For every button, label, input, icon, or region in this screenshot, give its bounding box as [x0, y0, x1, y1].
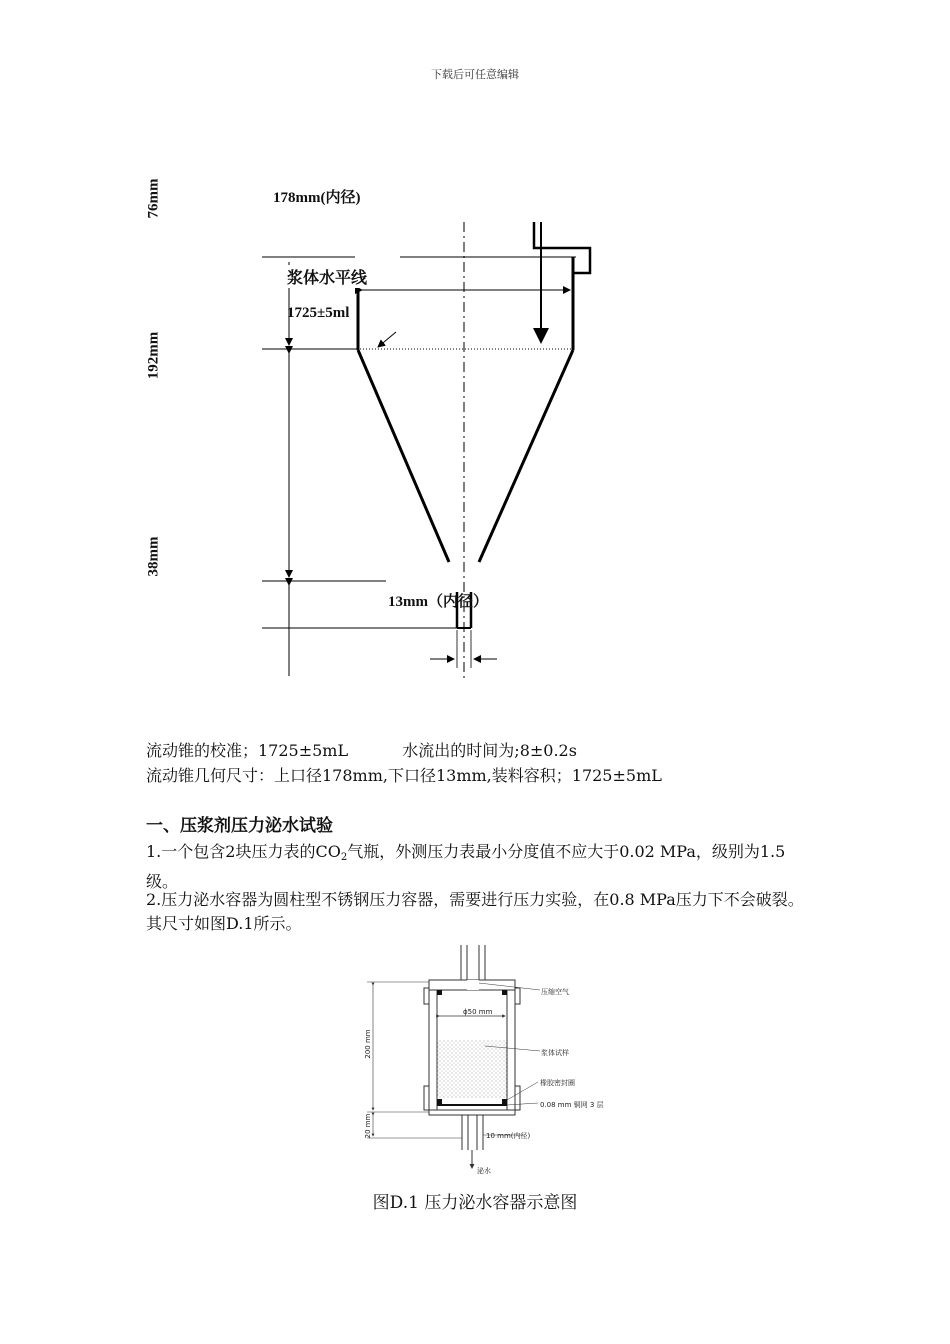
vessel-label-outlet: 10 mm(内径) [486, 1132, 531, 1140]
top-diameter-label: 178mm(内径) [273, 190, 361, 206]
volume-label: 1725±5ml [287, 305, 350, 321]
calibration-line-2: 流动锥几何尺寸：上口径178mm,下口径13mm,装料容积；1725±5mL [146, 766, 662, 785]
vessel-dim-height: 200 mm [364, 1029, 372, 1059]
item1-subscript: 2 [340, 852, 348, 863]
section-item-1 [146, 840, 806, 894]
level-pointer-arrow [378, 332, 396, 347]
cone-left-slope [358, 350, 449, 562]
figure-caption: 图D.1 压力泌水容器示意图 [372, 1193, 578, 1213]
vessel-dim-bottom: 20 mm [364, 1113, 372, 1139]
section-heading: 一、压浆剂压力泌水试验 [146, 816, 333, 836]
item1-text-a: 1.一个包含2块压力表的CO [146, 842, 341, 861]
dim-label-76mm: 76mm [145, 178, 162, 219]
vessel-label-sample: 浆体试样 [541, 1049, 569, 1057]
calibration-time: 水流出的时间为;8±0.2s [402, 741, 577, 760]
vessel-label-mesh: 0.08 mm 铜网 3 层 [540, 1101, 604, 1109]
slurry-level-label: 浆体水平线 [287, 265, 367, 288]
dim-label-192mm: 192mm [145, 331, 162, 380]
gauge-bracket [534, 222, 590, 273]
page-header: 下载后可任意编辑 [431, 68, 519, 81]
vessel-label-air: 压缩空气 [541, 988, 569, 996]
calibration-volume: 流动锥的校准；1725±5mL [146, 741, 349, 760]
section-item-2: 2.压力泌水容器为圆柱型不锈钢压力容器，需要进行压力实验，在0.8 MPa压力下不会破裂。其尺寸如图D.1所示。 [146, 890, 804, 933]
cone-right-slope [479, 350, 573, 562]
bottom-diameter-label: 13mm（内径） [388, 594, 488, 610]
vessel-label-seal: 橡胶密封圈 [540, 1079, 575, 1087]
calibration-line-1 [146, 739, 577, 763]
item1-text-b: 气瓶，外测压力表最小分度值不应大于0.02 MPa，级别为1.5级。 [146, 842, 786, 891]
dim-label-38mm: 38mm [145, 536, 162, 577]
pressure-vessel-diagram [355, 940, 615, 1180]
vessel-label-drain: 泌水 [477, 1167, 491, 1175]
vessel-label-diameter: ϕ50 mm [463, 1008, 493, 1016]
